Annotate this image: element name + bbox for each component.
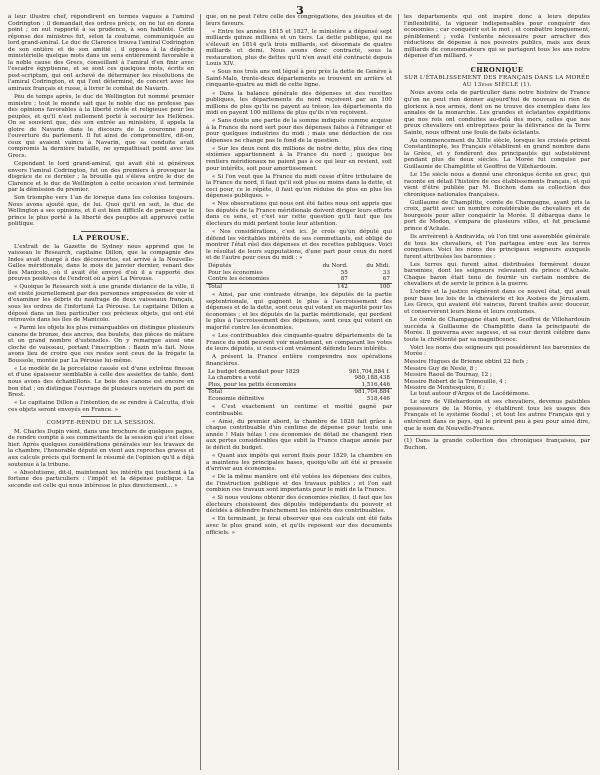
paragraph: Au commencement du XIIIe siècle, lorsque les croisés prirent Constantinople, les Français s'établirent en grand nombre dans la Grèce, et y fondèrent des principautés qui subsistèrent pendant plus de deux siècles. La Morée fut conquise par Guillaume de Champlitte et Geoffroi de Villehardouin. [404,137,590,170]
table-cell: 33 [382,269,390,276]
section-subtitle: SUR L'ÉTABLISSEMENT DES FRANÇAIS DANS LA MORÉE AU 13ème SIÈCLE (1). [404,75,590,88]
paragraph: « Si nous voulons obtenir des économies réelles, il faut que les électeurs choisissent des députés indépendants du pouvoir et décidés à défendre franchement les intérêts des contribuables. [206,495,392,515]
separator [477,63,517,64]
table-cell: 87 [340,276,348,283]
table-cell: Contre les économies [208,276,270,283]
column-3 [404,14,590,772]
paragraph: « Quoique le Research soit à une grande distance de la ville, il est visité journellement par des personnes empressées de voir et d'examiner les débris du naufrage de deux vaisseaux français, sous les ordres de l'infortuné La Pérouse. Le capitaine Dillon a déposé dans un lieu particulier ces précieux objets, qui ont été retrouvés dans les îles de Manicolo. [8,284,194,324]
list-item: Messire de Montesquiou, 6 ; [404,384,485,391]
table-cell: du Midi. [366,263,390,270]
paragraph: Le tout autour d'Argos et de Lacédémone. [410,391,530,398]
column-rule [200,14,201,770]
table-cell: Pour les économies [208,269,263,276]
section-title-la-perouse: LA PÉROUSE. [72,234,130,242]
paragraph: A présent la France entière comprendra nos opérations financières. [206,354,392,367]
table-cell: Total [206,389,332,396]
paragraph: Cependant le lord grand-amiral, qui avait été si généreux envers l'amiral Codrington, fut un des premiers à provoquer la disgrâce de ce dernier ; la brouille qui s'éleva entre le duc de Clarence et le duc de Wellington à cette occasion s'est terminée par la démission du premier. [8,161,194,194]
paragraph: « Le capitaine Dillon a l'intention de se rendre à Calcutta, d'où ces objets seront envoyés en France. » [8,400,194,413]
paragraph: « Nos considérations, c'est ici. Je crois qu'un député qui défend les véritables intérêts de ses commettants, est obligé de montrer l'état réel des dépenses et des recettes publiques. Voici le résultat de leurs supputations, d'une part pour ceux du nord et de l'autre pour ceux du midi : » [206,228,392,262]
table-row [206,396,392,403]
column-rule [398,14,399,770]
paragraph: « Ainsi, du premier abord, la chambre de 1828 fait grâce à chaque contribuable d'un centime de dépense pour toute une année ! Mais hélas ! ces économies de détail ne changent rien aux pertes considérables que subit la France chaque année par le déficit du budget. [206,418,392,451]
table-cell: 55 [340,269,348,276]
table-cell: 1,516,446 [361,381,390,388]
table-cell: Le budget demandait pour 1829 [208,368,300,375]
paragraph: « De la même manière ont été votées les dépenses des cultes, de l'instruction publique et des travaux publics ; et l'on sait combien ces travaux sont importants pour le midi de la France. [206,474,392,494]
table-cell: Total [206,283,305,290]
table-cell: du Nord. [322,263,348,270]
table-cell: 142 [305,283,350,290]
paragraph: à leur illustre chef, répondirent en termes vagues à l'amiral Codrington : il demandait des ordres précis, on ne lui en donna point ; on eut rapporté à sa prudence, à son habileté. Cette réponse des ministres fut, selon la coutume, communiquée au lord grand-amiral. Le duc de Clarence trouva l'amiral Codrington de son entière et de son amitié ; il opposa à la dépêche ministérielle quelque mots dans un sens entièrement favorable à la noble cause des Grecs, conseillant à l'amiral d'en finir avec l'escadre égyptienne, et se sont ces quelques mots, écrits en post-scriptum, qui ont achevé de déterminer les résolutions de l'amiral Codrington, et qui l'ont déterminé, de concert avec les amiraux français et russe, à livrer le combat de Navarin. [8,14,194,93]
table-cell: 67 [382,276,390,283]
footnote: (1) Dans la grande collection des chroniques françaises, par Buchon. [404,435,590,451]
paragraph: Nous avons cela de particulier dans notre histoire de France qu'on ne peut rien donner aujourd'hui de nouveau ni rien de glorieux à nos armes, dont on ne trouve des exemples dans les annales de la monarchie. Les grandes et éclatantes expéditions que nos rois ont conduites au-delà des mers, celles que nos preux chevaliers ont entreprises pour la délivrance de la Terre Sainte, nous offrent une foule de faits éclatants. [404,90,590,136]
separator [81,231,121,232]
paragraph: L'extrait de la Gazette de Sydney nous apprend que le vaisseau le Research, capitaine Dillon, que la compagnie des Indes avait chargé à des découvertes, est arrivé à la Nouvelle-Galles méridionale, dans le mois de janvier dernier, venant des îles Manicolo, où il avait été envoyé d'où il a rapporté des preuves positives de l'endroit où a péri La Pérouse. [8,243,194,283]
paragraph: que, on ne peut l'être celle des congrégations, des jésuites et de leurs faveurs. [206,14,392,27]
paragraph: Guillaume de Champlitte, comte de Champagne, ayant pris la croix, partit avec un nombre considérable de chevaliers et de bourgeois pour aller conquérir la Morée. Il débarqua dans le port de Modon, s'empara de plusieurs villes, et fut proclamé prince d'Achaïe. [404,199,590,232]
section-title-compte-rendu: COMPTE-RENDU DE LA SESSION. [46,420,156,427]
table-row-total [206,389,392,396]
table-cell: 518,446 [366,395,390,402]
table-row [206,276,392,283]
barons-list [404,359,590,391]
paragraph: « Sur les deux cent dix millions de notre dette, plus des cinq sixièmes appartiennent à la France du nord ; quoique les rentiers méridionaux ne paient pas à ce qui leur en revient, soit pour intérêts, soit pour amortissement. [206,145,392,172]
table-cell: La chambre a voté [208,375,261,382]
paragraph: Les terres qui furent ainsi distribuées formèrent douze baronnies, dont les seigneurs relevaient du prince d'Achaïe. Chaque baron était tenu de fournir un certain nombre de chevaliers et de servir le prince à la guerre. [404,261,590,288]
list-item: Messire Guy de Nesle, 8 ; [404,365,477,372]
table-cell: 980,188,438 [354,375,390,382]
paragraph: les départements qui ont inspiré donc à leurs députés l'inflexibilité, la vigueur indispensables pour conquérir des économies ; car conquérir est le mot ; et combattre longuement, péniblement ; voilà l'entente nécessaire pour arracher des réductions de dépense à nos pouvoirs publics, mais aux deux milliards de consommateurs qui se partagent tous les ans notre dépense d'un milliard. » [404,14,590,60]
paragraph: « Sans doute une partie de la somme indiquée comme acquise à la France du nord sert pour des dépenses faites à l'étranger et pour quelques industries du midi ; mais une déduction de ces dépenses ne change pas le fond de la question. [206,118,392,144]
table-row-total [206,283,392,290]
list-item: Messire Robert de la Trémouille, 4 ; [404,378,507,385]
paragraph: « Absolutisme, dit-il, maintenant les intérêts qui touchent à la fortune des particuliers : l'impôt et la dépense publique. La seconde est celle qui nous intéresse le plus directement... » [8,469,194,489]
paragraph: « Les contribuables des cinquante-quatre départements de la France du midi peuvent voir maintenant, en comparant les votes de leurs députés, si ceux-ci ont vraiment défendu leurs intérêts. [206,332,392,353]
paragraph: « Parmi les objets les plus remarquables on distingue plusieurs canons de bronze, des ancres, des boulets, des pièces de mâture et un grand nombre d'ustensiles. On y remarque aussi une cloche de vaisseau, portant l'inscription : Bazin m'a fait. Nous avons lieu de croire que ces restes sont ceux de la frégate la Boussole, montée par La Pérouse lui-même. [8,325,194,364]
separator [81,416,121,417]
table-cell: 100 [350,283,392,290]
paragraph: Ils arrivèrent à Andravida, où l'on tint une assemblée générale de tous les chevaliers, et l'on partagea entre eux les terres conquises. Voici les noms des principaux seigneurs auxquels furent attribuées les baronnies : [404,233,590,260]
paragraph: « Ainsi, par une contraste étrange, les députés de la partie septentrionale, qui gagnent le plus à l'accroissement des dépenses et de la dette, sont ceux qui votent en majorité pour les économies ; et les députés de la partie méridionale, qui perdent le plus à l'accroissement des dépenses, sont ceux qui votent en majorité contre les économies. [206,292,392,331]
page-number: 3 [296,4,304,17]
deputies-vote-table [206,263,392,290]
paragraph: Le 15e siècle nous a donné une chronique écrite en grec, qui raconte en détail l'histoire de ces établissements français, et qui vient d'être publiée par M. Buchon dans sa collection des chroniques nationales françaises. [404,172,590,198]
table-cell: 981,704,884 [332,389,392,396]
paragraph: « Nos observations qui nous ont été faites nous ont appris que les députés de la France méridionale doivent diriger leurs efforts dans ce sens, et c'est sur cette question qu'il faut que les électeurs du midi portent toute leur attention. [206,201,392,227]
table-row [206,382,392,389]
paragraph: « Quant aux impôts qui seront fixés pour 1829, la chambre en a maintenu les principales bases, quoiqu'elle ait été si pressée d'arriver aux économies. [206,453,392,473]
section-title-chronique: CHRONIQUE [470,65,524,74]
paragraph: « Entre les années 1815 et 1827, le ministère a dépensé sept milliards quinze millions et un tiers. La dette publique, qui ne s'élevait en 1814 qu'à trois milliards, est désormais de quatre milliards et demi. Nous avons donc contracté, sous la restauration, plus de dettes qu'il n'en avait été contracté depuis Louis XIV. [206,28,392,68]
list-item: Messire Raoul de Tournay, 12 ; [404,372,492,379]
paragraph: « En terminant, je ferai observer que ces calculs ont été faits avec le plus grand soin, et qu'ils reposent sur des documents officiels. » [206,516,392,536]
table-cell: Plus, pour les petits économies [208,381,297,388]
paragraph: Voici les noms des seigneurs qui possédèrent les baronnies de Morée : [404,344,590,358]
paragraph: Son triomphe vers 1'an de lorsque dans les colonies toujours. Nous avons ajouté que, de lui. Quoi qu'il en soit, le duc de Wellington a ses opinions, et il est bien difficile de penser que le prince le plus porté à la liberté des peuples ait approuvé cette politique. [8,195,194,228]
budget-table [206,369,392,403]
paragraph: « Si l'on veut que la France du midi cesse d'être tributaire de la France du nord, il faut qu'il soit plus ou moins dans la dette, et ceci pour, ce le répète, il faut qu'on réduise de plus en plus les dépenses publiques. » [206,173,392,200]
paragraph: M. Charles Dupin vient, dans une brochure de quelques pages, de rendre compte à ses commettants de la session qui s'est close hier. Après quelques considérations générales sur les travaux de la chambre, l'honorable député en vient aux reproches graves et aux calculs précis qui forment le résumé de l'opinion qu'il a déjà soutenue à la tribune. [8,428,194,468]
paragraph: L'ordre et la justice régnèrent dans ce nouvel état, qui avait pour base les lois de la chevalerie et les Assises de Jérusalem. Les Grecs, qui avaient été vaincus, furent traités avec douceur, et conservèrent leurs biens et leurs coutumes. [404,289,590,315]
paragraph: « Le modèle de la porcelaine cassée est d'une extrême finesse et d'une épaisseur semblable à celle des assiettes de table, dont nous avons des échantillons. Le bois des canons est encore en bon état ; on distingue l'ouvrage de plusieurs ouvriers du port de Brest. [8,365,194,399]
table-cell: Députés [208,263,232,270]
paragraph: « Dans la balance générale des dépenses et des recettes publiques, les départements du nord reçoivent par an 100 millions de plus qu'ils ne payent au trésor, les départements du midi en payent 100 millions de plus qu'ils n'en reçoivent. [206,90,392,117]
table-cell: 981,704,884 f. [348,368,390,375]
paragraph: Peu de temps après, le duc de Wellington fut nommé premier ministre ; tout le monde sait que le noble duc ne professe pas des opinions favorables à la liberté civile et religieuse pour les peuples, et qu'il n'est nullement porté à secourir les Hellènes. On se souvient que, dès son entrée au ministère, il appela la gloire de Navarin dans le discours de la couronne pour l'ouverture du parlement. Il fut ainsi de compromettre, dit-on, ceux qui avaient vaincu à Navarin, que sa conduite avait compromis la dernière bataille, ne sympathisait point avec les Grecs. [8,94,194,159]
column-2 [206,14,392,772]
paragraph: Le sire de Villehardouin et ses chevaliers, devenus paisibles possesseurs de la Morée, y établirent tous les usages des Français et le système féodal ; et tout les autres Français qui y entrèrent dans ce pays, qui le prirent peu à peu pour ainsi dire, que le nom de Nouvelle-France. [404,399,590,432]
table-cell: Economie définitive [208,395,265,402]
paragraph: « C'est exactement un centime et moitié gagné par contribuable. [206,404,392,417]
column-1 [8,14,194,772]
list-item: Messire Hugues de Brienne obtint 22 fiefs ; [404,359,528,366]
paragraph: Le comte de Champagne étant mort, Geoffroi de Villehardouin succéda à Guillaume de Champlitte dans la principauté de Morée. Il gouverna avec sagesse, et sa cour devint célèbre dans toute la chrétienté par sa magnificence. [404,317,590,343]
paragraph: « Sous nos trois ans ont légué à peu près la dette de Genève à Saint-Malo, trente-deux départements se trouvent en arrière et cinquante-quatre au midi de cette ligne. [206,69,392,89]
